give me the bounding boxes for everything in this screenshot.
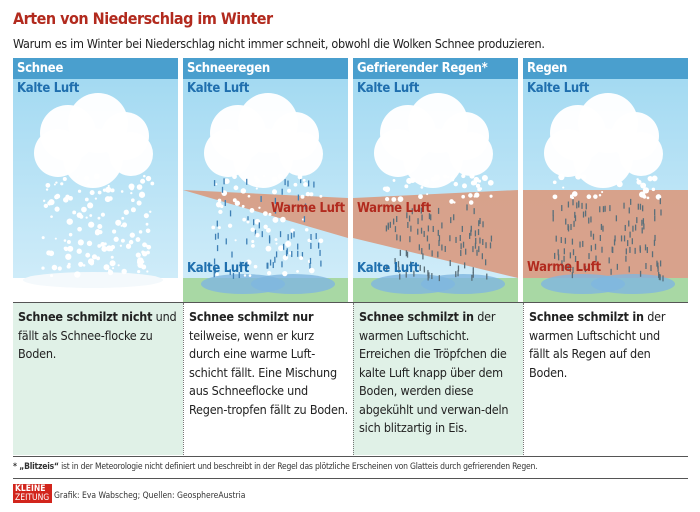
snowflake	[469, 200, 474, 205]
snowflake	[276, 243, 278, 245]
kleine-zeitung-logo	[13, 484, 52, 503]
snowflake	[275, 238, 278, 241]
panel-heading: Schneeregen	[183, 58, 348, 79]
snowflake	[149, 211, 151, 213]
snowflake	[121, 239, 125, 243]
cloud	[279, 132, 323, 176]
snowflake	[54, 183, 56, 185]
snowflake	[558, 174, 564, 180]
snowflake	[89, 261, 93, 265]
snowflake	[228, 224, 232, 228]
footnote-term: * „Blitzeis“	[13, 462, 59, 472]
snowflake	[246, 220, 249, 223]
snowflake	[211, 226, 215, 230]
panel-schnee	[13, 58, 178, 302]
desc-bold: Schnee schmilzt in	[529, 309, 644, 324]
snowflake	[112, 230, 116, 234]
description-schneeregen	[183, 303, 353, 455]
desc-text: teilweise, wenn er kurz durch eine warme Luft-schicht fällt. Eine Mischung aus Schneeflocke und Regen-tropfen fällt zu Boden.	[189, 327, 349, 417]
snowflake	[431, 177, 436, 182]
snowflake	[108, 196, 113, 201]
desc-text: der warmen Luftschicht. Erreichen die Tröpfchen die kalte Luft knapp über dem Boden, werden diese abgekühlt und verwan-deln sich blitzartig in Eis.	[359, 309, 509, 435]
snowflake	[220, 205, 223, 208]
snowflake	[115, 220, 121, 226]
snowflake	[224, 178, 230, 184]
snowflake	[643, 195, 647, 199]
snowflake	[471, 180, 476, 185]
snowflake	[136, 237, 141, 242]
snowflake	[55, 207, 60, 212]
snowflake	[77, 175, 79, 177]
snowflake	[79, 215, 83, 219]
snowflake	[420, 186, 423, 189]
snowflake	[234, 185, 239, 190]
snowflake	[410, 177, 416, 183]
snowflake	[461, 195, 465, 199]
snowflake	[146, 245, 151, 250]
snowflake	[146, 270, 148, 272]
description-regen	[523, 303, 688, 455]
snowflake	[303, 179, 306, 182]
snowflake	[140, 192, 143, 195]
snowflake	[81, 207, 87, 213]
snowflake	[90, 190, 95, 195]
snowflake	[137, 270, 140, 273]
puddle	[421, 274, 505, 294]
snowflake	[46, 188, 48, 190]
snowflake	[575, 173, 581, 179]
snowflake	[266, 246, 272, 252]
snowflake	[570, 196, 573, 199]
snowflake	[263, 225, 267, 229]
snowflake	[474, 192, 479, 197]
snowflake	[63, 177, 67, 181]
snowflake	[95, 230, 100, 235]
snowflake	[248, 195, 251, 198]
panel-heading: Schnee	[13, 58, 178, 79]
snowflake	[218, 199, 222, 203]
snowflake	[235, 201, 240, 206]
snowflake	[139, 230, 143, 234]
snowflake	[142, 251, 147, 256]
cold-air-label-bottom: Kalte Luft	[357, 261, 420, 276]
snowflake	[242, 218, 246, 222]
snowflake	[489, 195, 492, 198]
desc-bold: Schnee schmilzt nur	[189, 309, 314, 324]
snowflake	[130, 192, 132, 194]
snowflake	[50, 215, 53, 218]
snowflake	[617, 181, 623, 187]
snowflake	[250, 227, 254, 231]
snowflake	[136, 252, 141, 257]
snowflake	[645, 190, 648, 193]
snowflake	[298, 175, 303, 180]
cloud	[449, 132, 493, 176]
snowflake	[383, 187, 387, 191]
footnote-text: ist in der Meteorologie nicht definiert und beschreibt in der Regel das plötzliche Erscheinen von Glatteis durch gefrierenden Regen.	[61, 462, 538, 472]
snowflake	[87, 241, 92, 246]
snowflake	[426, 193, 428, 195]
snowflake	[319, 238, 324, 243]
cold-air-label: Kalte Luft	[187, 81, 250, 96]
snowflake	[55, 181, 57, 183]
snowflake	[141, 260, 144, 263]
snowflake	[101, 213, 105, 217]
panel-gefrierender-regen	[353, 58, 518, 302]
snowflake	[235, 239, 237, 241]
snowflake	[120, 225, 122, 227]
snowflake	[104, 264, 110, 270]
snowflake	[418, 194, 423, 199]
snowflake	[121, 217, 124, 220]
snowflake	[111, 245, 115, 249]
snowflake	[572, 191, 578, 197]
desc-text: der warmen Luftschicht und fällt als Regen auf den Boden.	[529, 309, 666, 380]
logo-line: ZEITUNG	[15, 492, 50, 503]
snowflake	[121, 190, 124, 193]
snowflake	[404, 184, 408, 188]
snowflake	[599, 194, 601, 196]
snowflake	[44, 204, 48, 208]
snowflake	[48, 199, 54, 205]
snowflake	[144, 213, 149, 218]
snowflake	[479, 187, 482, 190]
snowflake	[97, 244, 101, 248]
page-subtitle: Warum es im Winter bei Niederschlag nicht immer schneit, obwohl die Wolken Schnee produzieren.	[13, 36, 545, 51]
snowflake	[130, 233, 135, 238]
snowflake	[138, 186, 141, 189]
snowflake	[250, 208, 255, 213]
snowflake	[593, 194, 598, 199]
snowflake	[78, 239, 84, 245]
divider	[13, 478, 688, 479]
snowflake	[131, 207, 136, 212]
snowflake	[241, 188, 246, 193]
snowflake	[242, 205, 245, 208]
snowflake	[72, 211, 76, 215]
snowflake	[393, 179, 396, 182]
snowflake	[94, 173, 100, 179]
snowflake	[67, 240, 71, 244]
snowflake	[85, 198, 89, 202]
snowflake	[129, 240, 134, 245]
snowflake	[469, 173, 474, 178]
page-title: Arten von Niederschlag im Winter	[13, 9, 273, 28]
snowflake	[120, 245, 122, 247]
snowflake	[50, 274, 53, 277]
snowflake	[78, 190, 81, 193]
snowflake	[146, 176, 151, 181]
snowflake	[95, 198, 97, 200]
snowflake	[423, 179, 429, 185]
snowflake	[553, 180, 557, 184]
snowflake	[251, 244, 255, 248]
snowflake	[77, 249, 82, 254]
snowflake	[449, 199, 454, 204]
snowflake	[562, 187, 564, 189]
warm-air-label: Warme Luft	[271, 201, 345, 216]
snowflake	[468, 193, 473, 198]
snowflake	[447, 176, 450, 179]
warm-air-label: Warme Luft	[357, 201, 431, 216]
snowflake	[92, 254, 97, 259]
snowflake	[74, 271, 80, 277]
desc-bold: Schnee schmilzt nicht	[18, 309, 153, 324]
snowflake	[128, 183, 134, 189]
snowflake	[64, 239, 67, 242]
snowflake	[282, 271, 287, 276]
snowflake	[476, 184, 480, 188]
snowflake	[121, 269, 126, 274]
snowflake	[482, 175, 488, 181]
snowflake	[55, 238, 57, 240]
snowflake	[67, 218, 73, 224]
snowflake	[103, 188, 106, 191]
snowflake	[67, 246, 73, 252]
snowflake	[124, 210, 129, 215]
snowflake	[267, 271, 271, 275]
snowflake	[606, 181, 608, 183]
snowflake	[319, 195, 322, 198]
snowflake	[461, 174, 465, 178]
snowflake	[42, 236, 45, 239]
snowflake	[89, 214, 92, 217]
snowflake	[83, 264, 86, 267]
snowflake	[43, 200, 45, 202]
snowflake	[48, 250, 54, 256]
snowflake	[587, 194, 592, 199]
snowflake	[454, 182, 458, 186]
snowflake	[41, 266, 44, 269]
snowflake	[64, 247, 67, 250]
snowflake	[108, 270, 113, 275]
snowflake	[65, 254, 71, 260]
snowflake	[111, 256, 114, 259]
snowflake	[258, 207, 260, 209]
description-gefrierender-regen	[353, 303, 523, 455]
snowflake	[146, 228, 151, 233]
puddle	[251, 274, 335, 294]
snowflake	[266, 228, 271, 233]
snowflake	[272, 189, 277, 194]
snowflake	[52, 265, 58, 271]
snowflake	[553, 194, 558, 199]
snowflake	[84, 176, 89, 181]
snowflake	[296, 270, 299, 273]
snowflake	[85, 253, 90, 258]
snowflake	[273, 217, 279, 223]
snowflake	[294, 183, 298, 187]
snowflake	[309, 192, 313, 196]
snowflake	[69, 233, 73, 237]
snowflake	[453, 201, 455, 203]
snowflake	[141, 265, 146, 270]
snowflake	[88, 222, 94, 228]
snowflake	[303, 182, 308, 187]
snowflake	[110, 260, 116, 266]
snowflake	[255, 178, 260, 183]
footnote	[13, 462, 537, 472]
snowflake	[254, 265, 258, 269]
snowflake	[77, 227, 82, 232]
snowflake	[131, 198, 135, 202]
snowflake	[443, 174, 447, 178]
snowflake	[272, 176, 278, 182]
snowflake	[60, 182, 63, 185]
snowflake	[63, 197, 69, 203]
snowflake	[251, 240, 254, 243]
snowflake	[68, 196, 73, 201]
desc-text: und fällt als Schnee-flocke zu Boden.	[18, 309, 177, 361]
snowflake	[150, 182, 154, 186]
logo-line: KLEINE	[15, 484, 46, 494]
snowflake	[280, 217, 286, 223]
panel-regen	[523, 58, 688, 302]
snowflake	[249, 274, 252, 277]
snowflake	[126, 244, 131, 249]
snowflake	[58, 266, 62, 270]
snowflake	[488, 180, 494, 186]
snowflake	[146, 223, 149, 226]
snowflake	[647, 196, 650, 199]
snowflake	[287, 189, 291, 193]
description-schnee	[13, 303, 183, 455]
snowflake	[114, 237, 119, 242]
panel-heading: Regen	[523, 58, 688, 79]
cold-air-label-bottom: Kalte Luft	[187, 261, 250, 276]
cloud	[619, 132, 663, 176]
cold-air-label: Kalte Luft	[17, 81, 80, 96]
snowflake	[478, 180, 481, 183]
snowflake	[601, 191, 603, 193]
snowflake	[118, 264, 120, 266]
snowflake	[232, 174, 237, 179]
snowflake	[652, 188, 655, 191]
snowflake	[283, 255, 289, 261]
snowflake	[87, 202, 93, 208]
snowflake	[263, 211, 268, 216]
snowflake	[256, 187, 258, 189]
snowflake	[285, 241, 291, 247]
snowflake	[218, 210, 222, 214]
snowflake	[581, 174, 587, 180]
snowflake	[263, 175, 265, 177]
snowflake	[278, 174, 283, 179]
snowflake	[104, 242, 107, 245]
snow-cover	[23, 272, 163, 288]
snowflake	[112, 267, 114, 269]
snowflake	[215, 183, 217, 185]
credit: Grafik: Eva Wabscheg; Quellen: GeosphereAustria	[54, 491, 246, 501]
snowflake	[300, 195, 304, 199]
snowflake	[87, 184, 90, 187]
snowflake	[140, 179, 145, 184]
snowflake	[86, 217, 88, 219]
snowflake	[636, 180, 641, 185]
snowflake	[137, 201, 142, 206]
snowflake	[218, 226, 221, 229]
snowflake	[97, 224, 102, 229]
snowflake	[45, 183, 50, 188]
snowflake	[98, 217, 101, 220]
snowflake	[648, 176, 653, 181]
snowflake	[309, 268, 315, 274]
cold-air-label: Kalte Luft	[357, 81, 420, 96]
cold-air-label: Kalte Luft	[527, 81, 590, 96]
panel-schneeregen	[183, 58, 348, 302]
snowflake	[108, 185, 110, 187]
snowflake	[143, 175, 146, 178]
snowflake	[462, 183, 467, 188]
snowflake	[299, 256, 303, 260]
warm-air-label: Warme Luft	[527, 260, 601, 275]
snowflake	[54, 195, 59, 200]
cloud	[109, 132, 153, 176]
divider	[13, 456, 688, 457]
snowflake	[98, 191, 102, 195]
snowflake	[68, 263, 71, 266]
snowflake	[122, 222, 127, 227]
snowflake	[305, 228, 309, 232]
snowflake	[451, 175, 455, 179]
snowflake	[78, 262, 83, 267]
desc-bold: Schnee schmilzt in	[359, 309, 474, 324]
panel-heading: Gefrierender Regen*	[353, 58, 518, 79]
snowflake	[255, 233, 259, 237]
